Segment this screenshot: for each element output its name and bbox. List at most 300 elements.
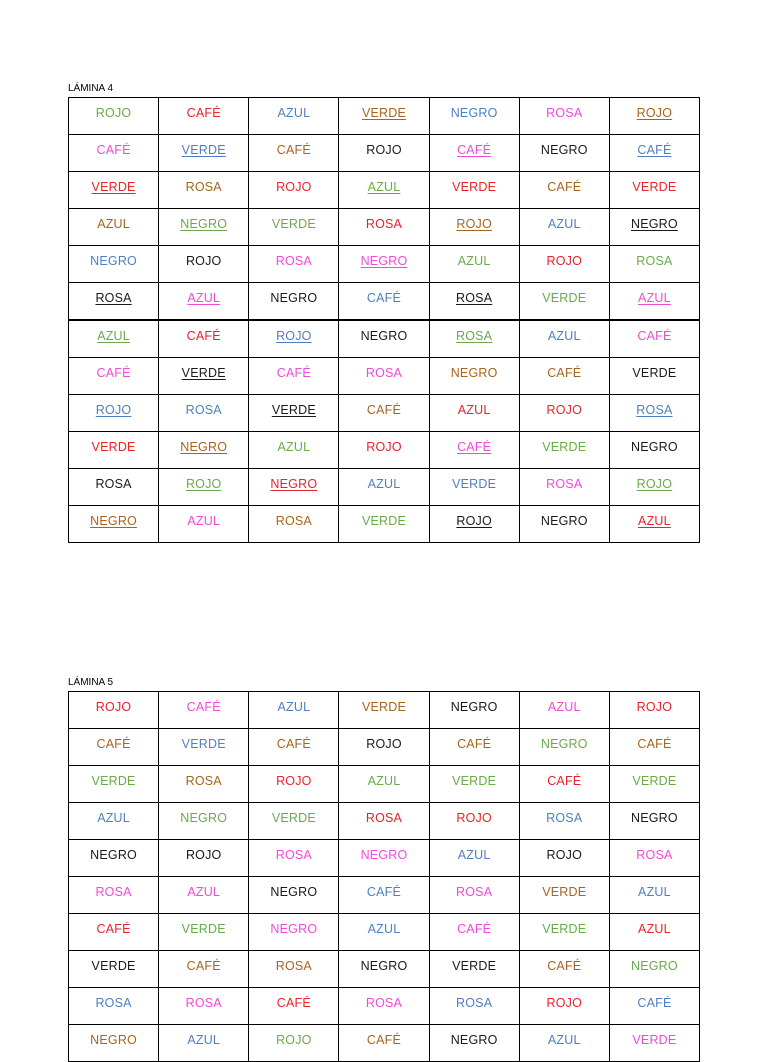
table-row [69,395,700,432]
color-word: ROJO [276,774,312,788]
color-word: AZUL [547,329,581,343]
color-word: NEGRO [540,514,588,528]
color-word: ROJO [185,254,222,268]
color-word: NEGRO [270,922,318,936]
word-cell [429,246,519,283]
word-cell [339,692,429,729]
color-word: ROSA [275,254,312,268]
color-word: AZUL [367,774,401,788]
lamina-4-table-2 [68,320,700,543]
word-cell [429,432,519,469]
word-cell [249,951,339,988]
color-word: NEGRO [450,700,498,714]
color-word: ROSA [275,514,312,528]
word-cell [249,283,339,320]
color-word: CAFÉ [276,737,311,751]
color-word: VERDE [632,180,677,194]
word-cell [519,98,609,135]
word-cell [249,1025,339,1062]
color-word: NEGRO [90,254,137,268]
color-word: AZUL [97,811,130,825]
color-word: NEGRO [180,811,228,825]
color-word: CAFÉ [457,143,492,157]
color-word: CAFÉ [366,885,402,899]
color-word: VERDE [271,217,316,231]
word-cell [609,135,699,172]
label-lamina-4: LÁMINA 4 [68,83,114,94]
word-cell [159,729,249,766]
word-cell [69,283,159,320]
color-word: ROSA [546,477,583,491]
color-word: AZUL [187,291,221,305]
word-cell [69,803,159,840]
color-word: ROJO [456,514,492,528]
word-cell [339,358,429,395]
color-word: AZUL [457,254,491,268]
color-word: ROSA [456,329,493,343]
color-word: VERDE [542,291,587,305]
color-word: VERDE [452,180,497,194]
word-cell [609,246,699,283]
word-cell [69,321,159,358]
color-word: ROSA [275,848,312,862]
color-word: AZUL [367,180,401,194]
word-cell [69,840,159,877]
color-word: VERDE [632,1033,677,1047]
word-cell [519,395,609,432]
word-cell [69,877,159,914]
word-cell [339,395,429,432]
word-cell [159,951,249,988]
color-word: CAFÉ [637,737,672,751]
word-cell [159,692,249,729]
table-row [69,803,700,840]
color-word: ROSA [185,403,222,417]
color-word: AZUL [367,477,401,491]
word-cell [429,469,519,506]
word-cell [429,209,519,246]
word-cell [519,321,609,358]
word-cell [519,803,609,840]
color-word: NEGRO [90,514,137,528]
color-word: ROSA [365,996,403,1010]
word-cell [69,951,159,988]
color-word: VERDE [181,922,226,936]
word-cell [159,358,249,395]
word-cell [429,321,519,358]
word-cell [519,729,609,766]
color-word: AZUL [638,922,671,936]
color-word: AZUL [638,885,671,899]
word-cell [69,172,159,209]
word-cell [159,506,249,543]
color-word: AZUL [97,329,130,343]
color-word: VERDE [361,514,407,528]
color-word: AZUL [547,700,581,714]
color-word: CAFÉ [96,143,131,157]
word-cell [429,1025,519,1062]
color-word: CAFÉ [96,922,131,936]
color-word: ROJO [185,477,222,491]
word-cell [609,469,699,506]
color-word: ROJO [546,403,583,417]
word-cell [249,395,339,432]
color-word: AZUL [277,700,311,714]
color-word: ROJO [636,477,673,491]
color-word: ROSA [185,996,222,1010]
word-cell [429,358,519,395]
word-cell [519,1025,609,1062]
color-word: CAFÉ [457,922,492,936]
color-word: NEGRO [180,217,228,231]
table-row [69,766,700,803]
table-row [69,135,700,172]
word-cell [339,321,429,358]
word-cell [69,209,159,246]
color-word: AZUL [547,1033,581,1047]
word-cell [159,432,249,469]
word-cell [339,172,429,209]
word-cell [519,358,609,395]
word-cell [519,432,609,469]
word-cell [159,209,249,246]
color-word: ROJO [546,996,583,1010]
word-cell [609,766,699,803]
color-word: CAFÉ [637,143,672,157]
color-word: ROSA [365,366,403,380]
word-cell [69,469,159,506]
color-word: NEGRO [360,329,408,343]
color-word: AZUL [547,217,581,231]
word-cell [429,283,519,320]
word-cell [429,988,519,1025]
color-word: ROJO [366,143,402,157]
color-word: NEGRO [90,848,137,862]
color-word: VERDE [91,959,136,973]
color-word: VERDE [91,180,136,194]
color-word: ROJO [95,106,132,120]
color-word: VERDE [632,774,677,788]
color-word: ROSA [95,477,132,491]
color-word: ROJO [636,106,673,120]
word-cell [159,914,249,951]
word-cell [519,914,609,951]
word-cell [609,358,699,395]
word-cell [249,246,339,283]
word-cell [249,877,339,914]
color-word: VERDE [542,885,587,899]
color-word: CAFÉ [276,996,311,1010]
word-cell [339,729,429,766]
word-cell [429,98,519,135]
color-word: AZUL [457,848,491,862]
word-cell [159,172,249,209]
word-cell [609,172,699,209]
color-word: NEGRO [450,366,498,380]
color-word: CAFÉ [186,106,221,120]
word-cell [249,840,339,877]
word-cell [609,951,699,988]
color-word: NEGRO [540,143,588,157]
word-cell [339,766,429,803]
word-cell [69,358,159,395]
word-cell [69,766,159,803]
color-word: VERDE [181,737,226,751]
word-cell [159,98,249,135]
word-cell [609,988,699,1025]
color-word: AZUL [187,885,221,899]
word-cell [519,469,609,506]
table-row [69,98,700,135]
word-cell [429,692,519,729]
color-word: VERDE [542,922,587,936]
word-cell [519,692,609,729]
word-cell [519,766,609,803]
lamina-5-table-2 [68,913,700,1062]
word-cell [519,840,609,877]
color-word: ROSA [636,403,673,417]
word-cell [159,877,249,914]
word-cell [609,98,699,135]
word-cell [339,135,429,172]
color-word: VERDE [361,106,407,120]
word-cell [339,246,429,283]
word-cell [339,209,429,246]
color-word: ROJO [95,403,132,417]
table-row [69,358,700,395]
word-cell [519,951,609,988]
color-word: VERDE [91,440,136,454]
word-cell [69,135,159,172]
word-cell [249,358,339,395]
table-row [69,506,700,543]
word-cell [159,283,249,320]
word-cell [249,172,339,209]
word-cell [429,840,519,877]
word-cell [339,1025,429,1062]
word-cell [609,729,699,766]
word-cell [159,395,249,432]
word-cell [249,321,339,358]
color-word: ROJO [276,180,312,194]
word-cell [69,1025,159,1062]
word-cell [249,432,339,469]
word-cell [609,692,699,729]
color-word: VERDE [271,811,316,825]
word-cell [249,766,339,803]
color-word: CAFÉ [96,366,131,380]
word-cell [609,506,699,543]
word-cell [339,469,429,506]
table-row [69,729,700,766]
color-word: CAFÉ [186,959,221,973]
word-cell [339,988,429,1025]
color-word: CAFÉ [547,366,582,380]
color-word: NEGRO [360,848,408,862]
color-word: ROSA [275,959,312,973]
color-word: CAFÉ [457,737,492,751]
word-cell [249,988,339,1025]
color-word: ROJO [276,329,312,343]
word-cell [249,469,339,506]
word-cell [519,988,609,1025]
word-cell [609,840,699,877]
color-word: VERDE [452,477,497,491]
color-word: NEGRO [631,440,678,454]
color-word: VERDE [181,143,226,157]
word-cell [159,321,249,358]
word-cell [429,729,519,766]
word-cell [249,98,339,135]
lamina-5-table-1 [68,691,700,914]
color-word: ROSA [546,811,583,825]
word-cell [519,283,609,320]
color-word: ROSA [95,996,132,1010]
word-cell [429,766,519,803]
color-word: VERDE [91,774,136,788]
table-row [69,988,700,1025]
word-cell [339,951,429,988]
color-word: NEGRO [270,885,318,899]
color-word: VERDE [542,440,587,454]
word-cell [339,914,429,951]
color-word: ROJO [366,440,402,454]
color-word: CAFÉ [366,403,402,417]
word-cell [69,988,159,1025]
color-word: CAFÉ [366,1033,402,1047]
word-cell [159,840,249,877]
word-cell [609,209,699,246]
color-word: NEGRO [270,291,318,305]
word-cell [249,135,339,172]
word-cell [609,321,699,358]
word-cell [69,506,159,543]
color-word: ROJO [95,700,132,714]
word-cell [159,988,249,1025]
color-word: ROSA [95,291,132,305]
color-word: CAFÉ [637,996,672,1010]
color-word: CAFÉ [547,180,582,194]
table-row [69,172,700,209]
color-word: ROJO [456,811,492,825]
color-word: VERDE [632,366,677,380]
table-row [69,209,700,246]
word-cell [339,432,429,469]
word-cell [69,914,159,951]
word-cell [429,951,519,988]
color-word: NEGRO [450,1033,498,1047]
color-word: CAFÉ [96,737,131,751]
table-row [69,283,700,320]
color-word: CAFÉ [547,774,582,788]
table-row [69,877,700,914]
color-word: ROSA [185,180,222,194]
color-word: NEGRO [631,217,678,231]
word-cell [339,877,429,914]
table-row [69,469,700,506]
word-cell [429,172,519,209]
color-word: CAFÉ [276,366,311,380]
color-word: ROSA [95,885,132,899]
color-word: AZUL [187,514,221,528]
color-word: NEGRO [540,737,588,751]
color-word: VERDE [361,700,407,714]
color-word: NEGRO [360,959,408,973]
color-word: VERDE [181,366,226,380]
color-word: ROJO [546,254,583,268]
color-word: NEGRO [360,254,408,268]
word-cell [609,803,699,840]
word-cell [159,766,249,803]
word-cell [69,246,159,283]
table-row [69,1025,700,1062]
color-word: CAFÉ [547,959,582,973]
word-cell [519,172,609,209]
word-cell [519,877,609,914]
word-cell [249,914,339,951]
word-cell [339,840,429,877]
word-cell [339,98,429,135]
color-word: CAFÉ [457,440,492,454]
table-row [69,951,700,988]
color-word: NEGRO [631,811,678,825]
color-word: NEGRO [90,1033,137,1047]
word-cell [519,506,609,543]
word-cell [339,803,429,840]
word-cell [69,395,159,432]
table-row [69,432,700,469]
color-word: ROSA [456,885,493,899]
word-cell [249,209,339,246]
color-word: ROSA [636,254,673,268]
word-cell [249,692,339,729]
color-word: ROSA [365,811,403,825]
label-lamina-5: LÁMINA 5 [68,677,114,688]
table-row [69,321,700,358]
color-word: ROSA [636,848,673,862]
word-cell [519,209,609,246]
word-cell [159,1025,249,1062]
word-cell [609,877,699,914]
lamina-4-table-1 [68,97,700,320]
color-word: CAFÉ [366,291,402,305]
word-cell [69,98,159,135]
color-word: AZUL [277,440,311,454]
word-cell [339,283,429,320]
color-word: ROSA [185,774,222,788]
color-word: VERDE [452,959,497,973]
color-word: VERDE [452,774,497,788]
color-word: CAFÉ [186,329,221,343]
word-cell [429,877,519,914]
word-cell [429,135,519,172]
color-word: ROSA [456,996,493,1010]
word-cell [69,432,159,469]
color-word: ROJO [366,737,402,751]
color-word: CAFÉ [186,700,221,714]
word-cell [609,432,699,469]
word-cell [159,246,249,283]
word-cell [429,803,519,840]
color-word: NEGRO [270,477,318,491]
table-row [69,840,700,877]
word-cell [69,692,159,729]
color-word: NEGRO [180,440,228,454]
word-cell [159,135,249,172]
color-word: ROSA [546,106,583,120]
word-cell [249,803,339,840]
color-word: AZUL [457,403,491,417]
